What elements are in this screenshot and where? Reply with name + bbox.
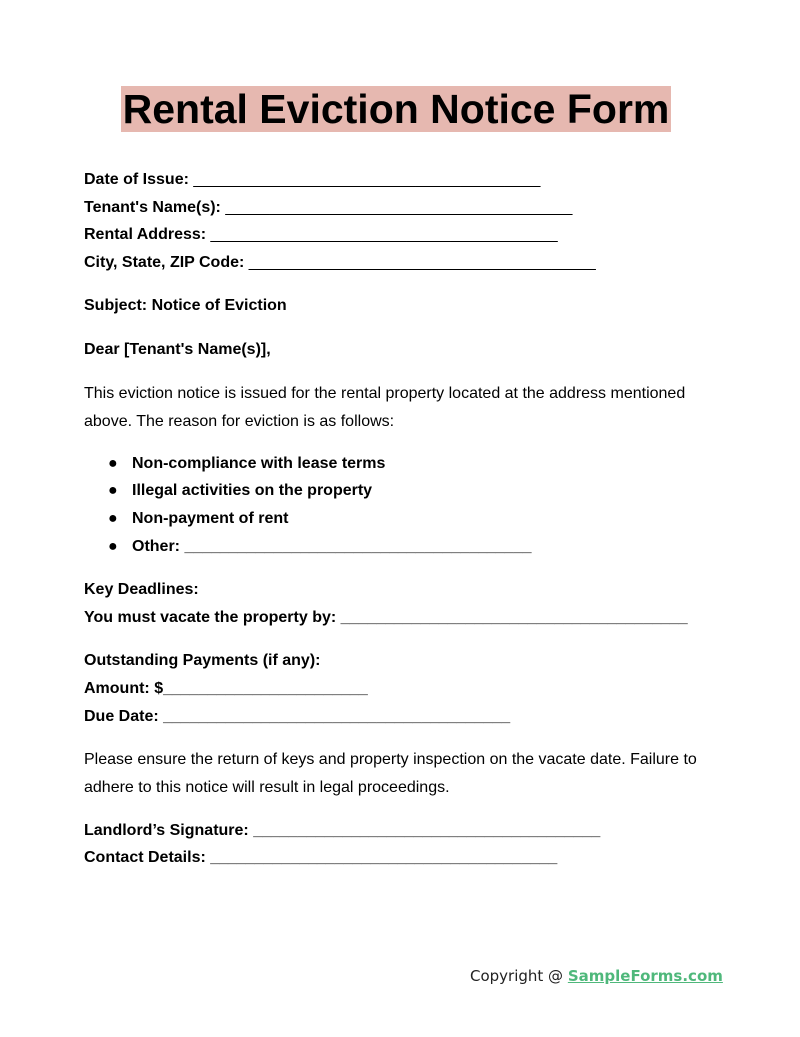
- field-blank: _______________________________________: [220, 199, 573, 216]
- field-label: Date of Issue:: [84, 171, 189, 188]
- city-state-zip-field[interactable]: [84, 253, 596, 273]
- field-label: City, State, ZIP Code:: [84, 254, 245, 271]
- subject-line: Subject: Notice of Eviction: [84, 297, 287, 314]
- bullet-icon: ●: [108, 482, 118, 499]
- field-label: Tenant's Name(s):: [84, 199, 221, 216]
- reason-item: ● Non-compliance with lease terms: [108, 455, 386, 472]
- copyright-footer: Copyright @ SampleForms.com: [470, 967, 723, 985]
- landlord-signature-field[interactable]: Landlord’s Signature: _______________________________________: [84, 822, 601, 839]
- closing-paragraph: Please ensure the return of keys and property inspection on the vacate date. Failure to adhere to this notice will result in legal proceedings.: [84, 751, 697, 796]
- sampleforms-link[interactable]: SampleForms.com: [567, 967, 723, 985]
- deadlines-heading: Key Deadlines:: [84, 581, 199, 598]
- tenant-name-field[interactable]: [84, 198, 572, 218]
- rental-address-field[interactable]: [84, 225, 558, 245]
- intro-paragraph: This eviction notice is issued for the rental property located at the address mentioned above. The reason for eviction is as follows:: [84, 385, 686, 430]
- salutation: Dear [Tenant's Name(s)],: [84, 341, 271, 358]
- bullet-icon: ●: [108, 455, 118, 472]
- date-of-issue-field[interactable]: [84, 170, 540, 190]
- field-blank: _______________________________________: [188, 171, 541, 188]
- field-blank: _______________________________________: [206, 226, 558, 243]
- field-label: Rental Address:: [84, 226, 207, 243]
- amount-field[interactable]: Amount: $_______________________: [84, 680, 368, 697]
- reason-item: ● Non-payment of rent: [108, 510, 289, 527]
- page-title: Rental Eviction Notice Form: [122, 86, 670, 132]
- field-blank: _______________________________________: [244, 254, 596, 271]
- payments-heading: Outstanding Payments (if any):: [84, 652, 321, 669]
- due-date-field[interactable]: Due Date: _______________________________________: [84, 708, 511, 725]
- bullet-icon: ●: [108, 538, 118, 555]
- reason-item-other[interactable]: ● Other: _______________________________________: [108, 538, 532, 555]
- reason-item: ● Illegal activities on the property: [108, 482, 373, 499]
- contact-details-field[interactable]: Contact Details: _______________________________________: [84, 849, 558, 866]
- bullet-icon: ●: [108, 510, 118, 527]
- vacate-date-field[interactable]: You must vacate the property by: _______________________________________: [84, 609, 688, 626]
